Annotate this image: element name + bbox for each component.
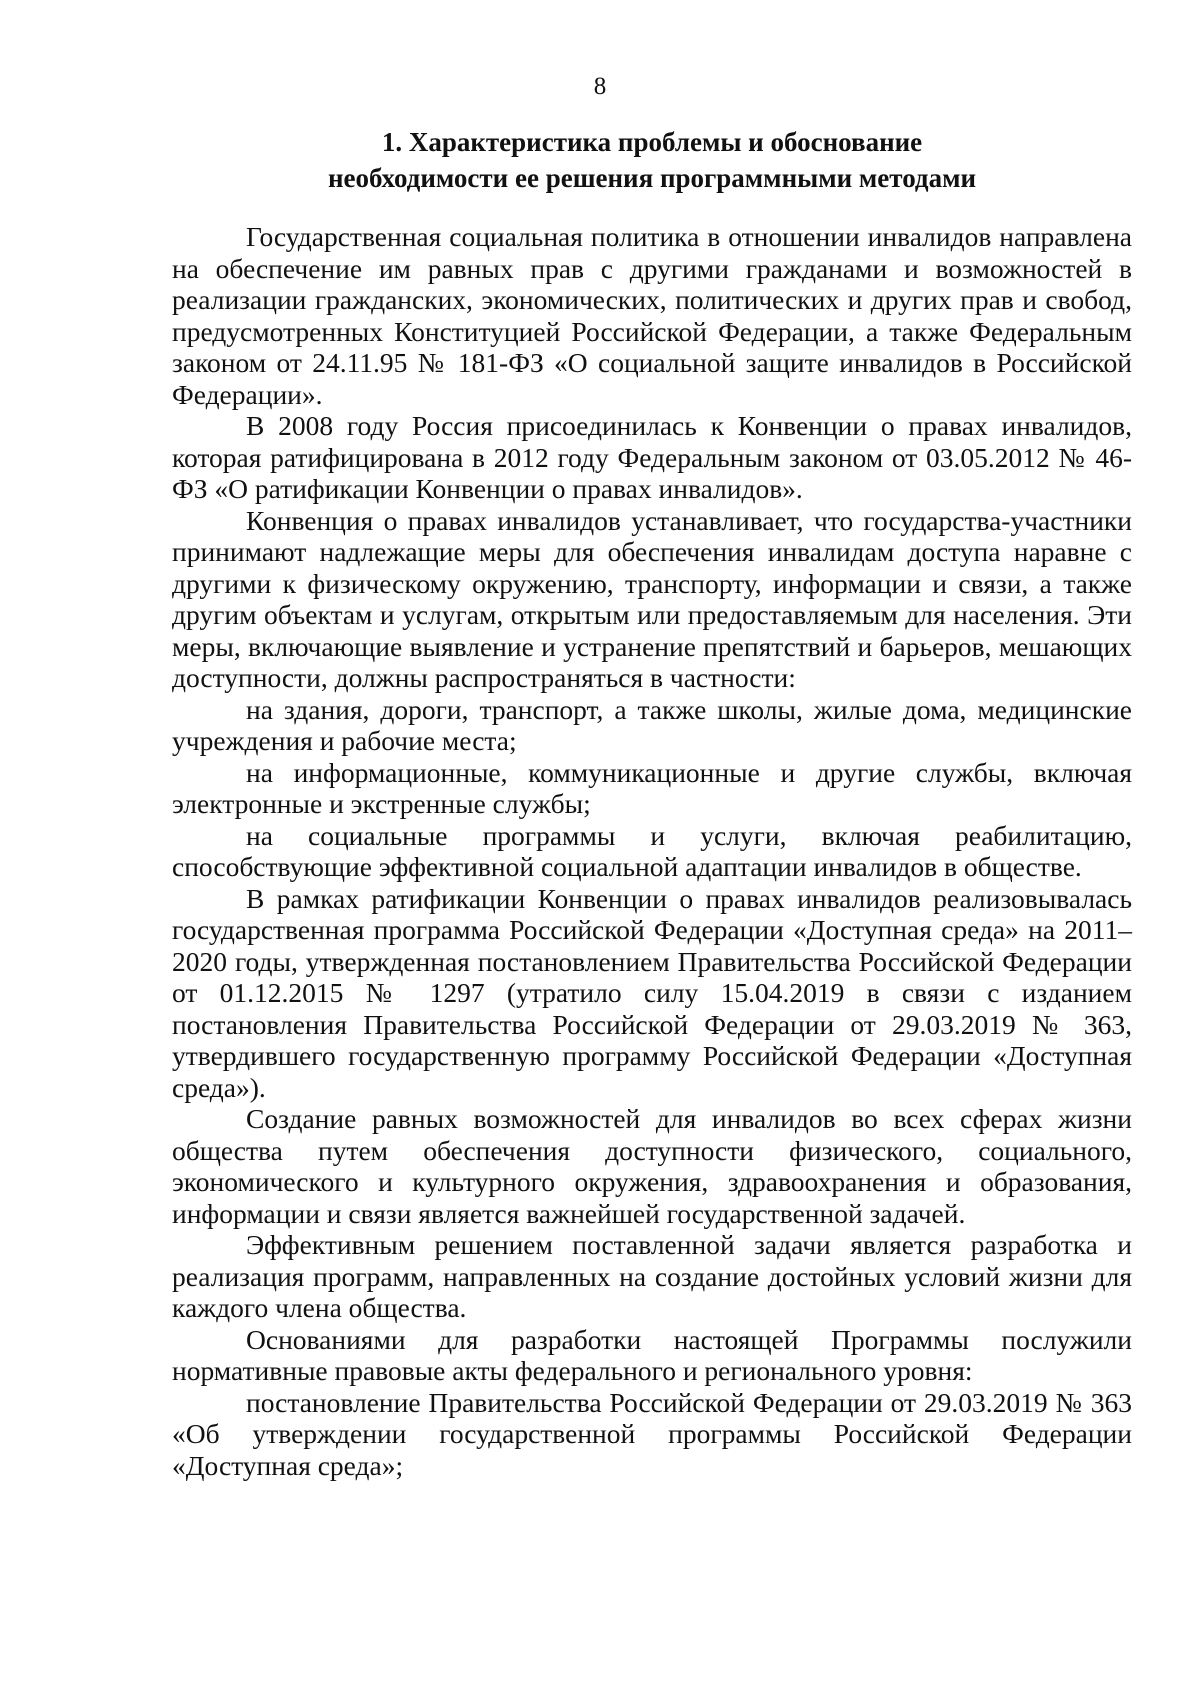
paragraph-legal-basis: Основаниями для разработки настоящей Программы послужили нормативные правовые акты федерального и регионального уровня: [172,1323,1132,1386]
list-item-resolution-363: постановление Правительства Российской Федерации от 29.03.2019 № 363 «Об утверждении государственной программы Российской Федерации «Доступная среда»; [172,1386,1132,1481]
section-heading-line-2: необходимости ее решения программными методами [327,163,977,193]
section-heading-line-1: 1. Характеристика проблемы и обоснование [381,127,923,157]
page-number: 8 [593,73,607,100]
list-item-services: на информационные, коммуникационные и другие службы, включая электронные и экстренные службы; [172,756,1132,819]
paragraph-state-program: В рамках ратификации Конвенции о правах инвалидов реализовывалась государственная программа Российской Федерации «Доступная среда» на 2011–2020 годы, утвержденная постановлением Правительства Российской Федерации от 01.12.2015 № 1297 (утратило силу 15.04.2019 в связи с изданием постановления Правительства Российской Федерации от 29.03.2019 № 363, утвердившего государственную программу Российской Федерации «Доступная среда»). [172,882,1132,1103]
paragraph-convention-2008: В 2008 году Россия присоединилась к Конвенции о правах инвалидов, которая ратифицирована в 2012 году Федеральным законом от 03.05.2012 № 46-ФЗ «О ратификации Конвенции о правах инвалидов». [172,410,1132,504]
list-item-social-programs: на социальные программы и услуги, включая реабилитацию, способствующие эффективной социальной адаптации инвалидов в обществе. [172,819,1132,882]
list-item-buildings: на здания, дороги, транспорт, а также школы, жилые дома, медицинские учреждения и рабочие места; [172,693,1132,756]
paragraph-convention-measures: Конвенция о правах инвалидов устанавливает, что государства-участники принимают надлежащие меры для обеспечения инвалидам доступа наравне с другими к физическому окружению, транспорту, информации и связи, а также другим объектам и услугам, открытым или предоставляемым для населения. Эти меры, включающие выявление и устранение препятствий и барьеров, мешающих доступности, должны распространяться в частности: [172,504,1132,693]
paragraph-equal-opportunities: Создание равных возможностей для инвалидов во всех сферах жизни общества путем обеспечения доступности физического, социального, экономического и культурного окружения, здравоохранения и образования, информации и связи является важнейшей государственной задачей. [172,1103,1132,1229]
document-body [172,221,1132,1481]
paragraph-social-policy: Государственная социальная политика в отношении инвалидов направлена на обеспечение им равных прав с другими гражданами и возможностей в реализации гражданских, экономических, политических и других прав и свобод, предусмотренных Конституцией Российской Федерации, а также Федеральным законом от 24.11.95 № 181-ФЗ «О социальной защите инвалидов в Российской Федерации». [172,221,1132,410]
section-heading [172,124,1132,196]
paragraph-effective-solution: Эффективным решением поставленной задачи является разработка и реализация программ, направленных на создание достойных условий жизни для каждого члена общества. [172,1229,1132,1323]
